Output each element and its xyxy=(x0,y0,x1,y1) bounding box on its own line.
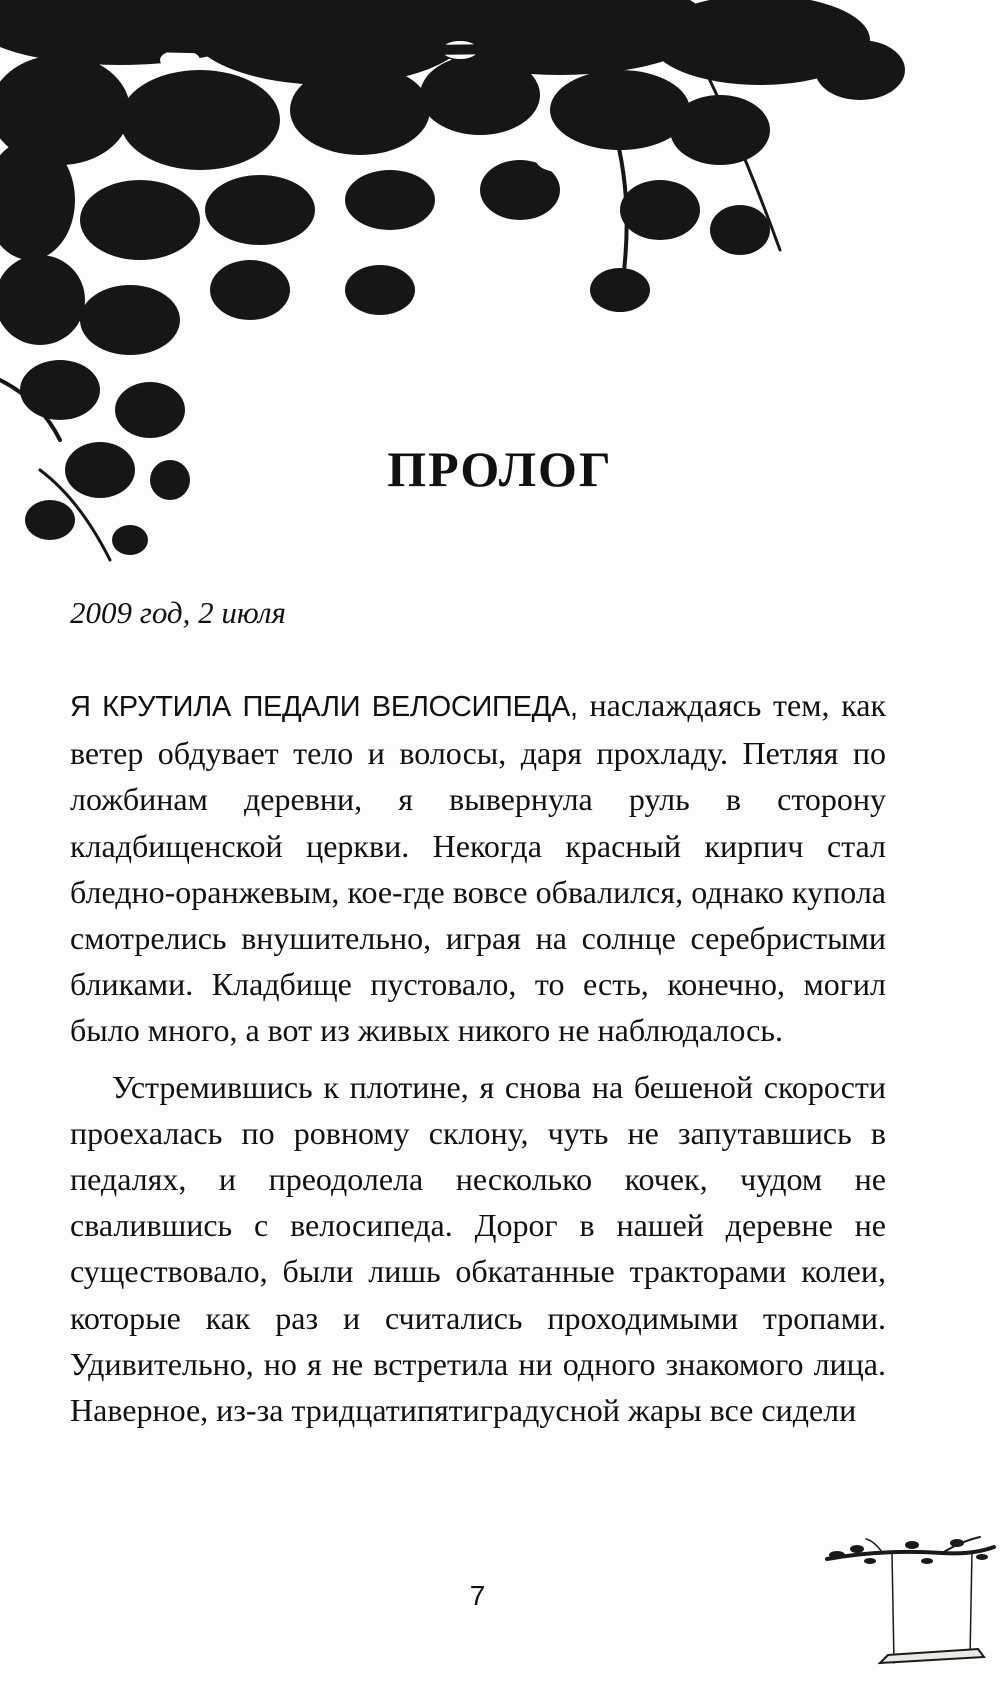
paragraph-2: Устремившись к плотине, я снова на бешеной скорости проехалась по ровному склону, чуть не запутавшись в педалях, и преодолела несколько кочек, чудом не свалившись с велосипеда. Дорог в нашей деревне не существовало, были лишь обкатанные тракторами колеи, которые как раз и считались проходимыми тропами. Удивительно, но я не встретила ни одного знакомого лица. Наверное, из-за тридцатипятиградусной жары все сидели xyxy=(70,1068,886,1429)
body-text xyxy=(70,682,886,1433)
chapter-title: ПРОЛОГ xyxy=(387,441,613,497)
paragraph-1-lead: Я КРУТИЛА ПЕДАЛИ ВЕЛОСИПЕДА, xyxy=(70,691,578,723)
page-number: 7 xyxy=(469,1580,486,1611)
paragraph-1 xyxy=(70,682,886,1054)
chapter-date: 2009 год, 2 июля xyxy=(70,595,286,630)
paragraph-1-rest: наслаждаясь тем, как ветер обдувает тело и волосы, даря прохладу. Петляя по ложбинам деревни, я вывернула руль в сторону кладбищенской церкви. Некогда красный кирпич стал бледно-оранжевым, кое-где вовсе обвалился, однако купола смотрелись внушительно, играя на солнце серебристыми бликами. Кладбище пустовало, то есть, конечно, могил было много, а вот из живых никого не наблюдалось. xyxy=(70,687,887,1049)
